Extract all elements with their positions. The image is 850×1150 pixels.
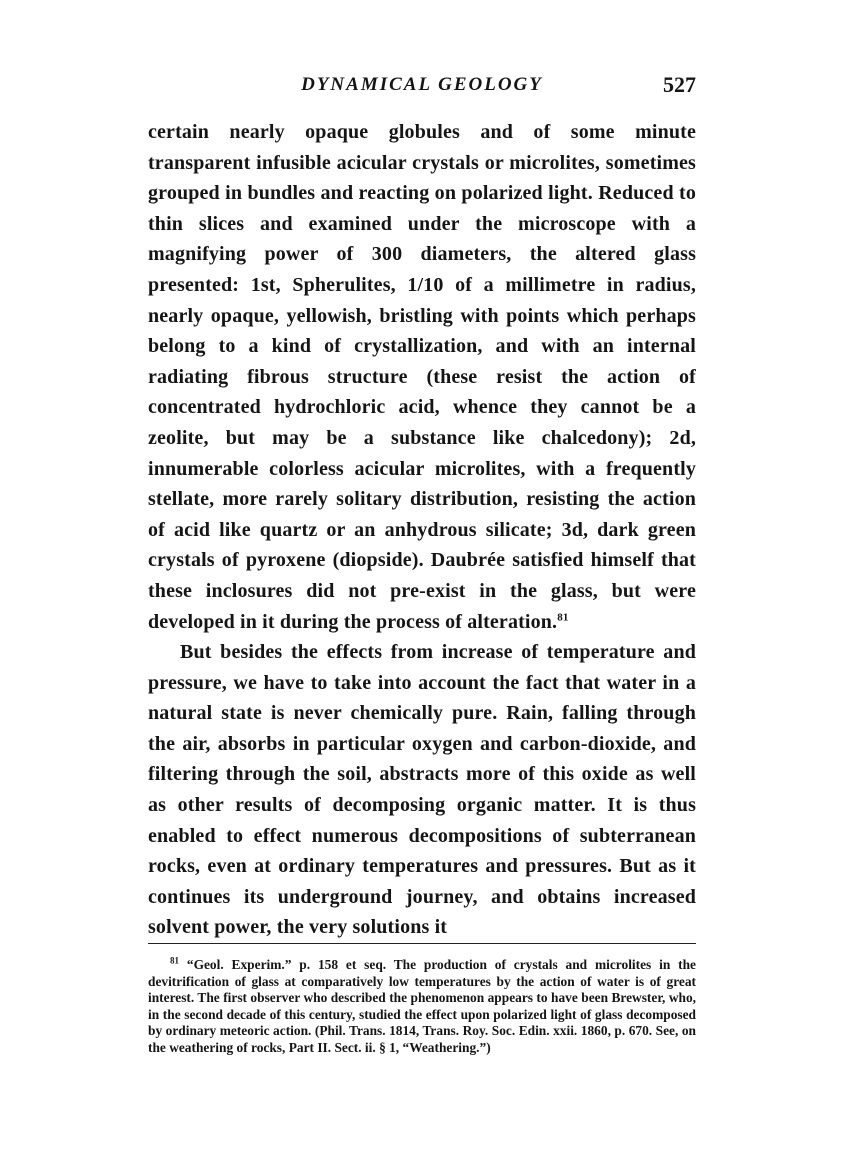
paragraph-continued bbox=[148, 117, 696, 637]
body-text bbox=[148, 117, 696, 943]
paragraph-1-text: certain nearly opaque globules and of some minute transparent infusible acicular crystals or microlites, sometimes grouped in bundles and reacting on polarized light. Reduced to thin slices and examined under the microscope with a magnifying power of 300 diameters, the altered glass presented: 1st, Spherulites, 1/10 of a millimetre in radius, nearly opaque, yellowish, bristling with points which perhaps belong to a kind of crystallization, and with an internal radiating fibrous structure (these resist the action of concentrated hydrochloric acid, whence they cannot be a zeolite, but may be a substance like chalcedony); 2d, innumerable colorless acicular microlites, with a frequently stellate, more rarely solitary distribution, resisting the action of acid like quartz or an anhydrous silicate; 3d, dark green crystals of pyroxene (diopside). Daubrée satisfied himself that these inclosures did not pre-exist in the glass, but were developed in it during the process of alteration. bbox=[148, 121, 696, 633]
page-number: 527 bbox=[663, 72, 696, 97]
footnote-reference: 81 bbox=[557, 610, 569, 623]
footnotes bbox=[148, 957, 696, 1057]
paragraph: But besides the effects from increase of temperature and pressure, we have to take into account the fact that water in a natural state is never chemically pure. Rain, falling through the air, absorbs in particular oxygen and carbon-dioxide, and filtering through the soil, abstracts more of this oxide as well as other results of decomposing organic matter. It is thus enabled to effect numerous decompositions of subterranean rocks, even at ordinary temperatures and pressures. But as it continues its underground journey, and obtains increased solvent power, the very solutions it bbox=[148, 641, 696, 939]
footnote-text: “Geol. Experim.” p. 158 et seq. The production of crystals and microlites in the devitrification of glass at comparatively low temperatures by the action of water is of great interest. The first observer who described the phenomenon appears to have been Brewster, who, in the second decade of this century, studied the effect upon polarized light of glass decomposed by ordinary meteoric action. (Phil. Trans. 1814, Trans. Roy. Soc. Edin. xxii. 1860, p. 670. See, on the weathering of rocks, Part II. Sect. ii. § 1, “Weathering.”) bbox=[148, 957, 696, 1055]
running-head bbox=[148, 72, 696, 104]
footnote bbox=[148, 957, 696, 1057]
footnote-divider bbox=[148, 943, 696, 944]
running-title: DYNAMICAL GEOLOGY bbox=[301, 74, 543, 95]
footnote-number: 81 bbox=[170, 955, 179, 966]
